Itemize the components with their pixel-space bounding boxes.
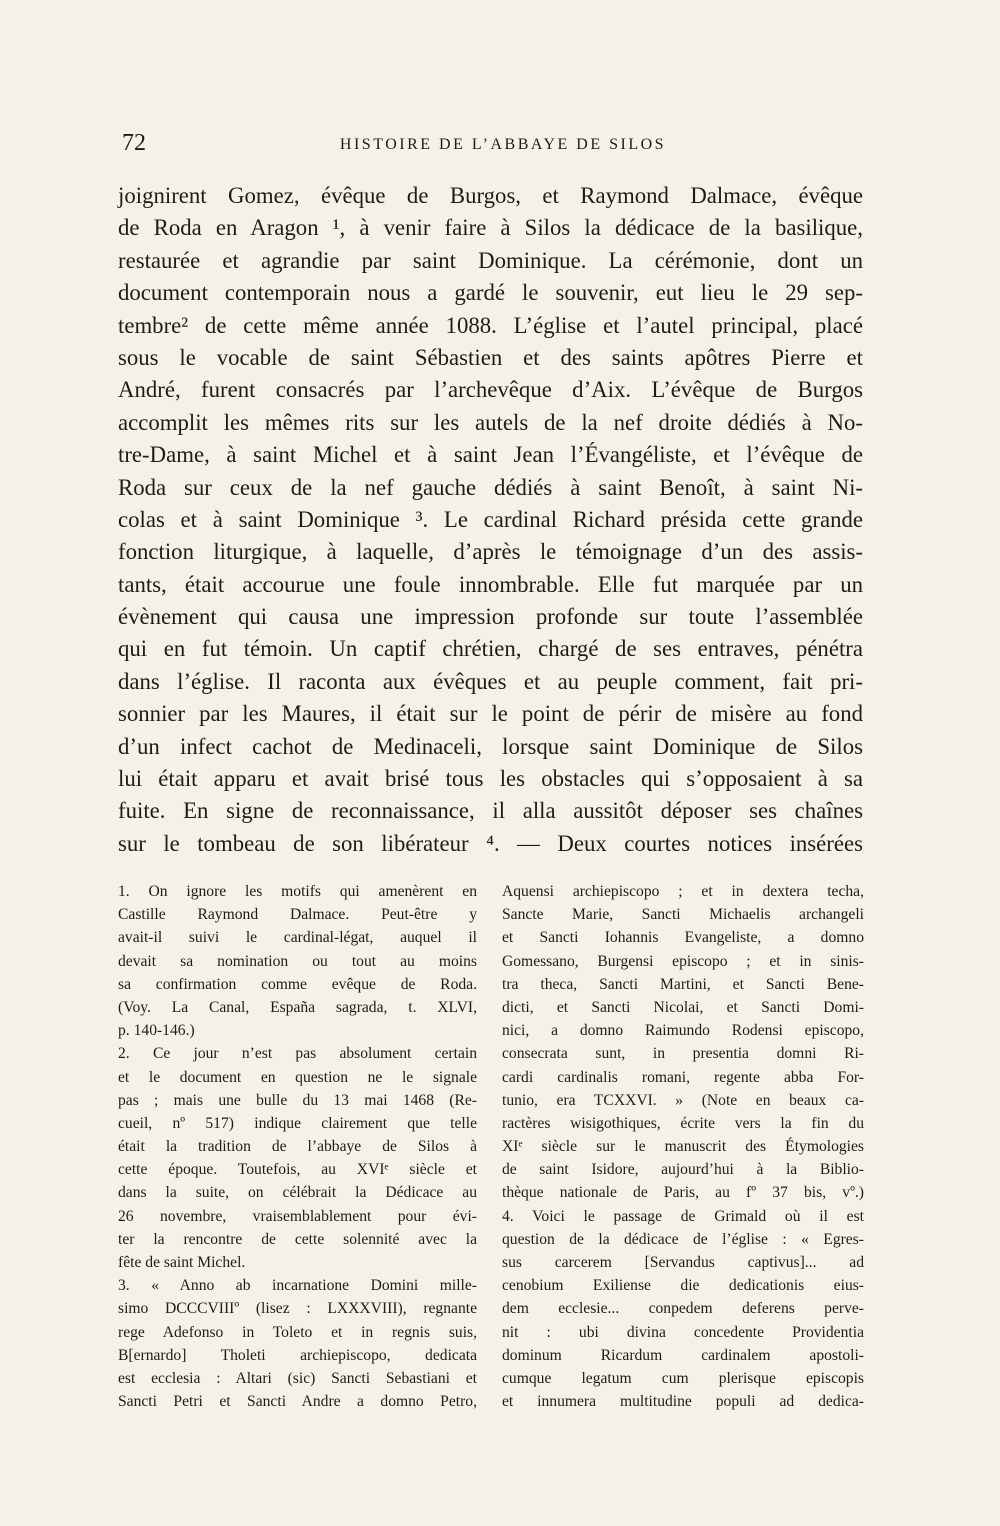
- body-line: document contemporain nous a gardé le souvenir, eut lieu le 29 sep-: [118, 280, 863, 306]
- footnote-line: cenobium Exiliense die dedicationis eius-: [502, 1277, 864, 1295]
- footnote-line: fête de saint Michel.: [118, 1254, 246, 1271]
- footnote-line: avait-il suivi le cardinal-légat, auquel il: [118, 929, 477, 947]
- running-title: HISTOIRE DE L’ABBAYE DE SILOS: [339, 136, 667, 153]
- footnote-line: ter la rencontre de cette solennité avec la: [118, 1230, 477, 1248]
- footnote-line: dem ecclesie... conpedem deferens perve-: [502, 1300, 864, 1318]
- footnote-line: XIᵉ siècle sur le manuscrit des Étymologies: [502, 1138, 864, 1156]
- footnote-line: rege Adefonso in Toleto et in regnis suis,: [118, 1323, 477, 1341]
- footnote-line: Gomessano, Burgensi episcopo ; et in sinis-: [502, 952, 864, 970]
- body-line: André, furent consacrés par l’archevêque d’Aix. L’évêque de Burgos: [118, 377, 863, 403]
- body-line: qui en fut témoin. Un captif chrétien, chargé de ses entraves, pénétra: [118, 636, 863, 662]
- body-line: de Roda en Aragon ¹, à venir faire à Silos la dédicace de la basilique,: [118, 215, 863, 241]
- body-text: [118, 180, 863, 860]
- footnote-line: cardi cardinalis romani, regente abba For-: [502, 1068, 864, 1086]
- body-line: sur le tombeau de son libérateur ⁴. — Deux courtes notices insérées: [118, 830, 863, 856]
- footnote-line: devait sa nomination ou tout au moins: [118, 952, 477, 970]
- footnote-line: et Sancti Iohannis Evangeliste, a domno: [502, 929, 864, 947]
- body-line: restaurée et agrandie par saint Dominique. La cérémonie, dont un: [118, 247, 863, 273]
- footnote-line: et le document en question ne le signale: [118, 1068, 477, 1086]
- body-line: lui était apparu et avait brisé tous les obstacles qui s’opposaient à sa: [118, 766, 863, 792]
- body-line: évènement qui causa une impression profonde sur toute l’assemblée: [118, 604, 863, 630]
- footnote-line: dicti, et Sancti Nicolai, et Sancti Domi-: [502, 998, 864, 1016]
- footnote-line: B[ernardo] Tholeti archiepiscopo, dedicata: [118, 1346, 477, 1364]
- footnote-line: et innumera multitudine populi ad dedica-: [502, 1393, 864, 1411]
- footnote-line: 26 novembre, vraisemblablement pour évi-: [118, 1207, 477, 1225]
- footnote-line: 3. « Anno ab incarnatione Domini mille-: [118, 1277, 477, 1295]
- body-line: sous le vocable de saint Sébastien et des saints apôtres Pierre et: [118, 344, 863, 370]
- footnote-line: Sancte Marie, Sancti Michaelis archangeli: [502, 906, 864, 924]
- footnote-line: Sancti Petri et Sancti Andre a domno Petro,: [118, 1393, 477, 1411]
- footnote-line: dominum Ricardum cardinalem apostoli-: [502, 1346, 864, 1364]
- body-line: colas et à saint Dominique ³. Le cardinal Richard présida cette grande: [118, 506, 863, 532]
- body-line: tants, était accourue une foule innombrable. Elle fut marquée par un: [118, 571, 863, 597]
- running-head: [122, 128, 866, 162]
- footnote-line: est ecclesia : Altari (sic) Sancti Sebastiani et: [118, 1369, 477, 1387]
- body-line: Roda sur ceux de la nef gauche dédiés à saint Benoît, à saint Ni-: [118, 474, 863, 500]
- footnote-line: thèque nationale de Paris, au fº 37 bis, vº.): [502, 1184, 864, 1202]
- footnote-line: nit : ubi divina concedente Providentia: [502, 1323, 864, 1341]
- footnote-line: cette époque. Toutefois, au XVIᵉ siècle et: [118, 1161, 477, 1179]
- footnote-line: de saint Isidore, aujourd’hui à la Biblio-: [502, 1161, 864, 1179]
- footnote-line: question de la dédicace de l’église : « Egres-: [502, 1230, 864, 1248]
- footnote-line: était la tradition de l’abbaye de Silos à: [118, 1138, 477, 1156]
- body-line: tre-Dame, à saint Michel et à saint Jean l’Évangéliste, et l’évêque de: [118, 442, 863, 468]
- footnote-line: cumque legatum cum plerisque episcopis: [502, 1369, 864, 1387]
- footnote-line: tunio, era TCXXVI. » (Note en beaux ca-: [502, 1091, 864, 1109]
- footnote-line: nici, a domno Raimundo Rodensi episcopo,: [502, 1022, 864, 1040]
- footnote-line: consecrata sunt, in presentia domni Ri-: [502, 1045, 864, 1063]
- page-number: 72: [122, 130, 146, 156]
- body-line: sonnier par les Maures, il était sur le point de périr de misère au fond: [118, 701, 863, 727]
- body-line: joignirent Gomez, évêque de Burgos, et Raymond Dalmace, évêque: [118, 183, 863, 208]
- body-line: fuite. En signe de reconnaissance, il alla aussitôt déposer ses chaînes: [118, 798, 863, 824]
- footnote-line: tra theca, Sancti Martini, et Sancti Bene-: [502, 975, 864, 993]
- footnote-line: Aquensi archiepiscopo ; et in dextera techa,: [502, 883, 864, 900]
- footnote-line: Castille Raymond Dalmace. Peut-être y: [118, 906, 477, 924]
- footnote-line: dans la suite, on célébrait la Dédicace au: [118, 1184, 477, 1202]
- footnote-line: sus carcerem [Servandus captivus]... ad: [502, 1254, 864, 1271]
- body-line: accomplit les mêmes rits sur les autels de la nef droite dédiés à No-: [118, 409, 863, 435]
- footnotes-left-column: [118, 880, 477, 1413]
- footnote-line: ractères wisigothiques, écrite vers la fin du: [502, 1114, 864, 1132]
- footnote-line: 1. On ignore les motifs qui amenèrent en: [118, 883, 477, 900]
- body-line: dans l’église. Il raconta aux évêques et au peuple comment, fait pri-: [118, 668, 863, 694]
- footnote-line: simo DCCCVIIIº (lisez : LXXXVIII), regnante: [118, 1300, 477, 1318]
- footnote-line: 4. Voici le passage de Grimald où il est: [502, 1207, 864, 1225]
- footnotes-right-column: [502, 880, 864, 1413]
- body-line: tembre² de cette même année 1088. L’église et l’autel principal, placé: [118, 312, 863, 338]
- body-line: fonction liturgique, à laquelle, d’après le témoignage d’un des assis-: [118, 539, 863, 565]
- body-line: d’un infect cachot de Medinaceli, lorsque saint Dominique de Silos: [118, 733, 863, 759]
- footnote-line: cueil, nº 517) indique clairement que telle: [118, 1114, 477, 1132]
- footnote-line: pas ; mais une bulle du 13 mai 1468 (Re-: [118, 1091, 477, 1109]
- footnote-line: sa confirmation comme evêque de Roda.: [118, 975, 477, 993]
- footnote-line: p. 140-146.): [118, 1022, 195, 1040]
- footnote-line: 2. Ce jour n’est pas absolument certain: [118, 1045, 477, 1063]
- footnote-line: (Voy. La Canal, España sagrada, t. XLVI,: [118, 998, 477, 1016]
